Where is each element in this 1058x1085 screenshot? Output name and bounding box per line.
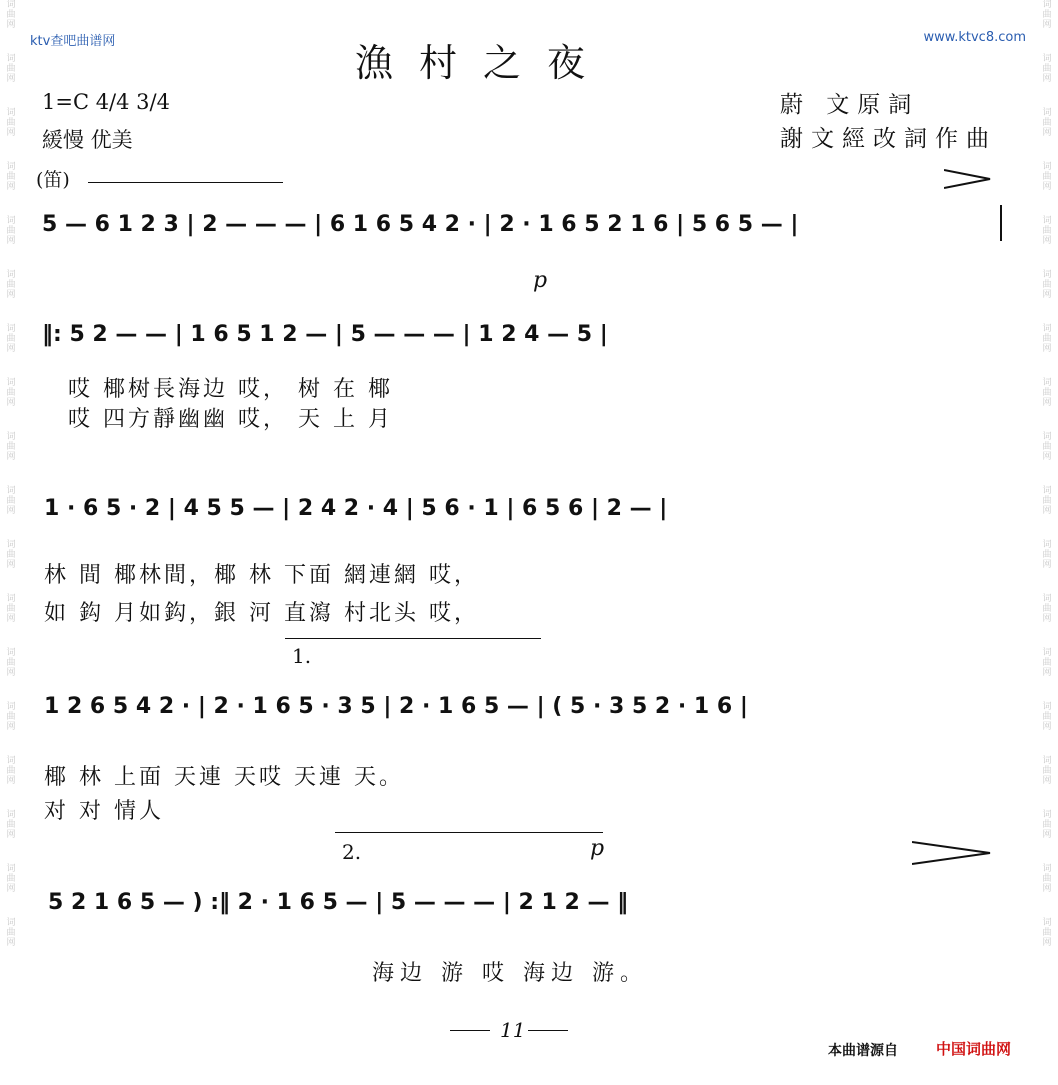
margin-watermark-glyph: 词 曲 网: [1042, 702, 1052, 732]
margin-watermark-glyph: 词 曲 网: [6, 594, 16, 624]
margin-watermark-glyph: 词 曲 网: [6, 810, 16, 840]
margin-watermark-glyph: 词 曲 网: [1042, 540, 1052, 570]
margin-watermark-glyph: 词 曲 网: [6, 162, 16, 192]
margin-watermark-glyph: 词 曲 网: [1042, 756, 1052, 786]
composer-credit: 謝文經改詞作曲: [780, 126, 997, 152]
notation-system-2: ‖: 5 2 — — | 1 6 5 1 2 — | 5 — — — | 1 2 4 — 5 |: [42, 322, 608, 347]
volta-bracket: [285, 638, 541, 639]
lyrics-verse-1: 海边 游 哎 海边 游。: [372, 961, 648, 986]
margin-watermark-glyph: 词 曲 网: [6, 918, 16, 948]
margin-watermark-glyph: 词 曲 网: [1042, 378, 1052, 408]
source-label: 本曲谱源自: [828, 1043, 898, 1059]
page-number-rule: [450, 1030, 490, 1031]
watermark-top-left[interactable]: ktv查吧曲谱网: [30, 34, 116, 49]
source-site-link[interactable]: 中国词曲网: [936, 1040, 1012, 1058]
notation-system-3: 1 · 6 5 · 2 | 4 5 5 — | 2 4 2 · 4 | 5 6 · 1 | 6 5 6 | 2 — |: [44, 496, 668, 521]
margin-watermark-glyph: 词 曲 网: [1042, 594, 1052, 624]
margin-watermark-glyph: 词 曲 网: [1042, 810, 1052, 840]
margin-watermark-glyph: 词 曲 网: [6, 540, 16, 570]
lyrics-verse-2: 哎 四方靜幽幽 哎， 天 上 月: [68, 407, 393, 432]
barline: [1000, 205, 1002, 241]
lyricist-credit: 蔚 文原詞: [780, 92, 920, 118]
margin-watermark-glyph: 词 曲 网: [6, 108, 16, 138]
lyrics-verse-1: 林 間 椰林間，椰 林 下面 網連網 哎，: [44, 563, 479, 588]
page-number: 11: [500, 1018, 526, 1042]
margin-watermark-glyph: 词 曲 网: [6, 486, 16, 516]
dynamic-marking: p: [590, 836, 605, 861]
margin-watermark-glyph: 词 曲 网: [1042, 918, 1052, 948]
margin-watermark-glyph: 词 曲 网: [6, 702, 16, 732]
margin-watermark-glyph: 词 曲 网: [1042, 54, 1052, 84]
margin-watermark-glyph: 词 曲 网: [1042, 648, 1052, 678]
slur-line: [88, 182, 283, 183]
notation-system-5: 5 2 1 6 5 — ) :‖ 2 · 1 6 5 — | 5 — — — | 2 1 2 — ‖: [48, 890, 629, 915]
right-margin-watermark: [1036, 0, 1058, 1085]
margin-watermark-glyph: 词 曲 网: [1042, 108, 1052, 138]
margin-watermark-glyph: 词 曲 网: [1042, 0, 1052, 30]
volta-label: 2.: [342, 840, 362, 864]
accent-icon: [944, 168, 992, 190]
notation-system-4: 1 2 6 5 4 2 · | 2 · 1 6 5 · 3 5 | 2 · 1 6 5 — | ( 5 · 3 5 2 · 1 6 |: [44, 694, 748, 719]
lyrics-verse-2: 对 对 情人: [44, 799, 164, 824]
tempo-marking: 緩慢 优美: [42, 128, 133, 152]
margin-watermark-glyph: 词 曲 网: [6, 270, 16, 300]
margin-watermark-glyph: 词 曲 网: [6, 864, 16, 894]
left-margin-watermark: [0, 0, 22, 1085]
margin-watermark-glyph: 词 曲 网: [6, 0, 16, 30]
margin-watermark-glyph: 词 曲 网: [6, 54, 16, 84]
margin-watermark-glyph: 词 曲 网: [6, 756, 16, 786]
accent-icon: [912, 840, 992, 866]
margin-watermark-glyph: 词 曲 网: [1042, 162, 1052, 192]
margin-watermark-glyph: 词 曲 网: [1042, 432, 1052, 462]
margin-watermark-glyph: 词 曲 网: [6, 378, 16, 408]
margin-watermark-glyph: 词 曲 网: [1042, 216, 1052, 246]
instrument-label: (笛): [36, 169, 70, 191]
margin-watermark-glyph: 词 曲 网: [1042, 864, 1052, 894]
margin-watermark-glyph: 词 曲 网: [6, 216, 16, 246]
key-time-signature: 1=C 4/4 3/4: [42, 90, 170, 114]
lyrics-verse-2: 如 鈎 月如鈎，銀 河 直瀉 村北头 哎，: [44, 601, 479, 626]
lyrics-verse-1: 哎 椰树長海边 哎， 树 在 椰: [68, 377, 393, 402]
dynamic-marking: p: [533, 268, 548, 293]
margin-watermark-glyph: 词 曲 网: [1042, 324, 1052, 354]
notation-system-1: 5 — 6 1 2 3 | 2 — — — | 6 1 6 5 4 2 · | 2 · 1 6 5 2 1 6 | 5 6 5 — |: [42, 212, 799, 237]
watermark-top-right[interactable]: www.ktvc8.com: [923, 30, 1026, 45]
volta-bracket: [335, 832, 603, 833]
page-number-rule: [528, 1030, 568, 1031]
song-title: 漁村之夜: [355, 41, 612, 85]
margin-watermark-glyph: 词 曲 网: [1042, 486, 1052, 516]
lyrics-verse-1: 椰 林 上面 天連 天哎 天連 天。: [44, 765, 404, 790]
margin-watermark-glyph: 词 曲 网: [1042, 270, 1052, 300]
margin-watermark-glyph: 词 曲 网: [6, 432, 16, 462]
margin-watermark-glyph: 词 曲 网: [6, 324, 16, 354]
margin-watermark-glyph: 词 曲 网: [6, 648, 16, 678]
volta-label: 1.: [292, 644, 312, 668]
